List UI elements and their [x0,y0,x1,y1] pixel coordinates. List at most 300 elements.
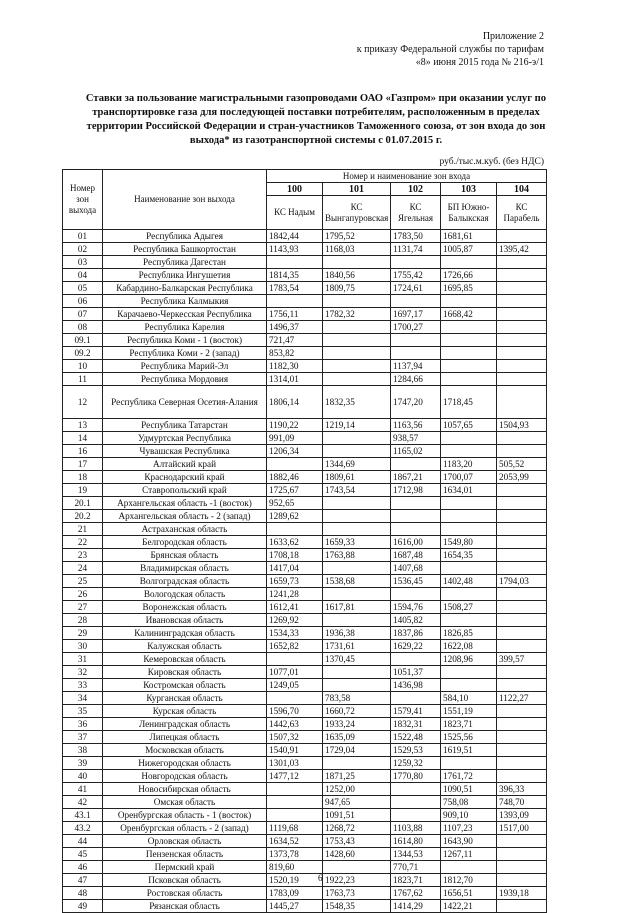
entry-zone-code: 101 [323,183,391,196]
table-row [63,308,547,321]
zone-code-cell: 02 [63,243,103,256]
rate-cell [267,796,323,809]
rate-cell [323,510,391,523]
zone-name-cell: Калининградская область [103,627,267,640]
rate-cell [323,432,391,445]
rate-cell: 1163,56 [391,419,441,432]
zone-name-cell: Новосибирская область [103,783,267,796]
table-row [63,321,547,334]
rate-cell: 1809,75 [323,282,391,295]
table-row [63,601,547,614]
zone-code-cell: 23 [63,549,103,562]
rate-cell [323,334,391,347]
zone-code-cell: 16 [63,445,103,458]
rate-cell [391,334,441,347]
rate-cell [497,347,547,360]
rate-cell: 1549,80 [441,536,497,549]
entry-zone-code: 100 [267,183,323,196]
rate-cell [497,757,547,770]
zone-name-cell: Новгородская область [103,770,267,783]
rate-cell [441,432,497,445]
zone-name-cell: Орловская область [103,835,267,848]
rate-cell [497,536,547,549]
rate-cell: 1700,07 [441,471,497,484]
rate-cell [497,386,547,419]
rate-cell [391,295,441,308]
table-row [63,887,547,900]
table-row [63,900,547,913]
rate-cell [323,373,391,386]
entry-zone-name: БП Южно-Балыкская [441,196,497,230]
zone-code-cell: 09.2 [63,347,103,360]
rate-cell [497,432,547,445]
zone-code-cell: 20.1 [63,497,103,510]
rate-cell: 1712,98 [391,484,441,497]
rate-cell [323,614,391,627]
rate-cell: 1681,61 [441,230,497,243]
rate-cell: 1182,30 [267,360,323,373]
rate-cell: 1823,71 [391,874,441,887]
zone-code-cell: 17 [63,458,103,471]
rate-cell [441,347,497,360]
annex-line-1: Приложение 2 [482,31,544,42]
rate-cell [497,549,547,562]
rate-cell: 1344,53 [391,848,441,861]
rate-cell: 1629,22 [391,640,441,653]
rate-cell: 1477,12 [267,770,323,783]
table-row [63,373,547,386]
header-zone-code: Номер зон выхода [63,170,103,230]
zone-name-cell: Оренбургская область - 1 (восток) [103,809,267,822]
rate-cell: 1612,41 [267,601,323,614]
table-row [63,718,547,731]
zone-code-cell: 37 [63,731,103,744]
rate-cell [391,783,441,796]
rate-cell [497,510,547,523]
rate-cell [497,640,547,653]
table-row [63,256,547,269]
rate-cell: 1659,33 [323,536,391,549]
rate-cell [497,627,547,640]
rate-cell: 952,65 [267,497,323,510]
zone-name-cell: Республика Коми - 1 (восток) [103,334,267,347]
table-row [63,640,547,653]
rate-cell: 991,09 [267,432,323,445]
rate-cell: 1724,61 [391,282,441,295]
rate-cell [497,360,547,373]
rate-cell [497,373,547,386]
zone-code-cell: 47 [63,874,103,887]
zone-code-cell: 25 [63,575,103,588]
rate-cell: 853,82 [267,347,323,360]
rate-cell [497,900,547,913]
rate-cell: 1832,31 [391,718,441,731]
rate-cell [267,692,323,705]
rate-cell [391,809,441,822]
rate-cell [497,744,547,757]
table-row [63,783,547,796]
rate-cell: 1090,51 [441,783,497,796]
rate-cell [391,692,441,705]
zone-code-cell: 06 [63,295,103,308]
table-row [63,510,547,523]
rate-cell: 1753,43 [323,835,391,848]
rate-cell [391,458,441,471]
rate-cell [497,588,547,601]
rate-cell: 1119,68 [267,822,323,835]
rate-cell: 1414,29 [391,900,441,913]
rate-cell: 1812,70 [441,874,497,887]
rate-cell: 1747,20 [391,386,441,419]
zone-code-cell: 09.1 [63,334,103,347]
rate-cell: 1529,53 [391,744,441,757]
rate-cell [323,256,391,269]
entry-zone-code: 104 [497,183,547,196]
rate-cell: 1249,05 [267,679,323,692]
rate-cell [267,458,323,471]
rate-cell: 1659,73 [267,575,323,588]
zone-code-cell: 03 [63,256,103,269]
rate-cell [441,666,497,679]
zone-code-cell: 26 [63,588,103,601]
table-row [63,484,547,497]
rate-cell: 1729,04 [323,744,391,757]
rate-cell: 1536,45 [391,575,441,588]
rate-cell: 1697,17 [391,308,441,321]
rate-cell: 505,52 [497,458,547,471]
table-row [63,536,547,549]
zone-name-cell: Липецкая область [103,731,267,744]
rate-cell: 1616,00 [391,536,441,549]
zone-name-cell: Костромская область [103,679,267,692]
rate-cell: 1508,27 [441,601,497,614]
zone-name-cell: Пензенская область [103,848,267,861]
zone-name-cell: Республика Дагестан [103,256,267,269]
table-row [63,796,547,809]
rate-cell: 1842,44 [267,230,323,243]
zone-code-cell: 05 [63,282,103,295]
rate-cell: 1936,38 [323,627,391,640]
zone-name-cell: Ростовская область [103,887,267,900]
rate-cell [497,601,547,614]
zone-name-cell: Омская область [103,796,267,809]
rate-cell [497,861,547,874]
rate-cell [441,256,497,269]
rate-cell [323,757,391,770]
zone-name-cell: Оренбургская область - 2 (запад) [103,822,267,835]
rate-cell: 758,08 [441,796,497,809]
rate-cell: 1635,09 [323,731,391,744]
rate-cell: 1726,66 [441,269,497,282]
rate-cell: 1806,14 [267,386,323,419]
table-row [63,705,547,718]
rate-cell: 770,71 [391,861,441,874]
rate-cell [391,510,441,523]
table-row [63,627,547,640]
table-row [63,770,547,783]
rate-cell: 1284,66 [391,373,441,386]
rate-cell: 1538,68 [323,575,391,588]
rate-cell: 1871,25 [323,770,391,783]
rate-cell: 1442,63 [267,718,323,731]
rate-cell: 1267,11 [441,848,497,861]
rate-cell [267,809,323,822]
rate-cell [441,497,497,510]
rate-cell [323,861,391,874]
zone-code-cell: 46 [63,861,103,874]
rate-cell: 1165,02 [391,445,441,458]
rate-cell [441,334,497,347]
rate-cell [441,588,497,601]
zone-name-cell: Республика Марий-Эл [103,360,267,373]
rate-cell: 721,47 [267,334,323,347]
rate-cell [391,588,441,601]
rate-cell: 1314,01 [267,373,323,386]
rate-cell [441,373,497,386]
zone-name-cell: Пермский край [103,861,267,874]
rate-cell [497,523,547,536]
zone-code-cell: 07 [63,308,103,321]
rate-cell: 1344,69 [323,458,391,471]
rate-cell [497,256,547,269]
rate-cell: 1687,48 [391,549,441,562]
rate-cell: 1259,32 [391,757,441,770]
zone-code-cell: 32 [63,666,103,679]
rate-cell [497,497,547,510]
rate-cell: 1005,87 [441,243,497,256]
table-row [63,692,547,705]
rate-cell: 1708,18 [267,549,323,562]
rate-cell [497,295,547,308]
rate-cell [497,705,547,718]
zone-code-cell: 49 [63,900,103,913]
rate-cell [441,321,497,334]
zone-code-cell: 19 [63,484,103,497]
table-row [63,848,547,861]
rate-cell: 1417,04 [267,562,323,575]
rate-cell: 1091,51 [323,809,391,822]
zone-name-cell: Архангельская область - 2 (запад) [103,510,267,523]
rate-cell: 1939,18 [497,887,547,900]
rate-cell: 1522,48 [391,731,441,744]
rate-cell [391,796,441,809]
rate-cell [497,230,547,243]
zone-code-cell: 34 [63,692,103,705]
rate-cell [497,334,547,347]
zone-name-cell: Удмуртская Республика [103,432,267,445]
rate-cell: 1143,93 [267,243,323,256]
rate-cell: 1700,27 [391,321,441,334]
rate-cell: 1783,09 [267,887,323,900]
rate-cell: 1190,22 [267,419,323,432]
rate-cell: 1103,88 [391,822,441,835]
table-row [63,757,547,770]
zone-name-cell: Республика Адыгея [103,230,267,243]
annex-line-2: к приказу Федеральной службы по тарифам [356,44,544,55]
zone-code-cell: 13 [63,419,103,432]
rate-cell [323,562,391,575]
rate-cell: 1622,08 [441,640,497,653]
rate-cell: 1520,19 [267,874,323,887]
rate-cell: 1725,67 [267,484,323,497]
zone-name-cell: Краснодарский край [103,471,267,484]
zone-code-cell: 41 [63,783,103,796]
entry-zone-code: 103 [441,183,497,196]
rate-cell: 1652,82 [267,640,323,653]
rate-cell [497,770,547,783]
annex-line-3: «8» июня 2015 года № 216-э/1 [415,57,544,68]
zone-code-cell: 18 [63,471,103,484]
zone-code-cell: 30 [63,640,103,653]
table-row [63,614,547,627]
table-row [63,497,547,510]
rate-cell: 1137,94 [391,360,441,373]
table-row [63,445,547,458]
zone-name-cell: Кировская область [103,666,267,679]
zone-code-cell: 29 [63,627,103,640]
rate-cell [267,783,323,796]
table-row [63,230,547,243]
rate-cell: 1393,09 [497,809,547,822]
rate-cell: 1407,68 [391,562,441,575]
zone-code-cell: 40 [63,770,103,783]
rate-cell [323,588,391,601]
zone-code-cell: 14 [63,432,103,445]
zone-code-cell: 33 [63,679,103,692]
rate-cell: 947,65 [323,796,391,809]
rate-cell: 1183,20 [441,458,497,471]
zone-name-cell: Нижегородская область [103,757,267,770]
rate-cell [497,731,547,744]
rate-cell: 938,57 [391,432,441,445]
rate-cell: 1614,80 [391,835,441,848]
table-row [63,419,547,432]
rate-cell: 1668,42 [441,308,497,321]
entry-zone-name: КС Вынгапуровская [323,196,391,230]
rate-cell [497,282,547,295]
rate-cell [441,562,497,575]
entry-zone-name: КС Парабель [497,196,547,230]
rate-cell: 748,70 [497,796,547,809]
entry-zone-name: КС Надым [267,196,323,230]
rate-cell [497,718,547,731]
rate-cell [323,523,391,536]
rate-cell: 1660,72 [323,705,391,718]
zone-code-cell: 24 [63,562,103,575]
rate-cell [323,666,391,679]
table-row [63,588,547,601]
page-number: 6 [318,873,323,883]
rate-cell: 1436,98 [391,679,441,692]
rate-cell: 1767,62 [391,887,441,900]
rate-cell: 1770,80 [391,770,441,783]
rate-cell: 1922,23 [323,874,391,887]
rate-cell [497,874,547,887]
table-row [63,549,547,562]
rate-cell: 1619,51 [441,744,497,757]
zone-name-cell: Брянская область [103,549,267,562]
zone-code-cell: 31 [63,653,103,666]
header-zone-name: Наименование зон выхода [103,170,267,230]
rate-cell [497,848,547,861]
zone-name-cell: Калужская область [103,640,267,653]
rate-cell: 1252,00 [323,783,391,796]
rate-cell [323,360,391,373]
rate-cell: 1268,72 [323,822,391,835]
rate-cell: 1402,48 [441,575,497,588]
rate-cell: 1867,21 [391,471,441,484]
rate-cell: 584,10 [441,692,497,705]
table-body [63,230,547,913]
rate-cell: 1496,37 [267,321,323,334]
rate-cell [497,269,547,282]
rate-cell [323,321,391,334]
rate-cell: 1241,28 [267,588,323,601]
zone-name-cell: Астраханская область [103,523,267,536]
rate-cell: 1289,62 [267,510,323,523]
rate-cell: 1208,96 [441,653,497,666]
rate-cell [391,523,441,536]
rate-cell: 396,33 [497,783,547,796]
zone-name-cell: Рязанская область [103,900,267,913]
zone-name-cell: Республика Коми - 2 (запад) [103,347,267,360]
rate-cell: 1654,35 [441,549,497,562]
zone-code-cell: 35 [63,705,103,718]
rate-cell: 783,58 [323,692,391,705]
zone-name-cell: Республика Ингушетия [103,269,267,282]
tariff-table [62,169,547,913]
rate-cell: 1826,85 [441,627,497,640]
table-row [63,835,547,848]
table-row [63,295,547,308]
zone-name-cell: Кабардино-Балкарская Республика [103,282,267,295]
rate-cell: 1551,19 [441,705,497,718]
zone-name-cell: Республика Северная Осетия-Алания [103,386,267,419]
rate-cell: 1755,42 [391,269,441,282]
rate-cell [441,614,497,627]
table-row [63,731,547,744]
zone-name-cell: Белгородская область [103,536,267,549]
table-row [63,432,547,445]
rate-cell: 1373,78 [267,848,323,861]
rate-cell [497,321,547,334]
rate-cell: 1525,56 [441,731,497,744]
rate-cell: 1131,74 [391,243,441,256]
rate-cell: 1731,61 [323,640,391,653]
table-row [63,471,547,484]
zone-name-cell: Ленинградская область [103,718,267,731]
zone-code-cell: 27 [63,601,103,614]
zone-code-cell: 36 [63,718,103,731]
rate-cell: 1405,82 [391,614,441,627]
entry-zone-code: 102 [391,183,441,196]
rate-cell: 1634,01 [441,484,497,497]
zone-code-cell: 45 [63,848,103,861]
rate-cell: 1743,54 [323,484,391,497]
rate-cell: 1795,52 [323,230,391,243]
zone-code-cell: 10 [63,360,103,373]
zone-name-cell: Псковская область [103,874,267,887]
rate-cell: 1656,51 [441,887,497,900]
rate-cell: 1718,45 [441,386,497,419]
rate-cell [497,308,547,321]
table-row [63,679,547,692]
rate-cell [441,360,497,373]
rate-cell [441,445,497,458]
table-row [63,243,547,256]
zone-name-cell: Алтайский край [103,458,267,471]
rate-cell: 1122,27 [497,692,547,705]
